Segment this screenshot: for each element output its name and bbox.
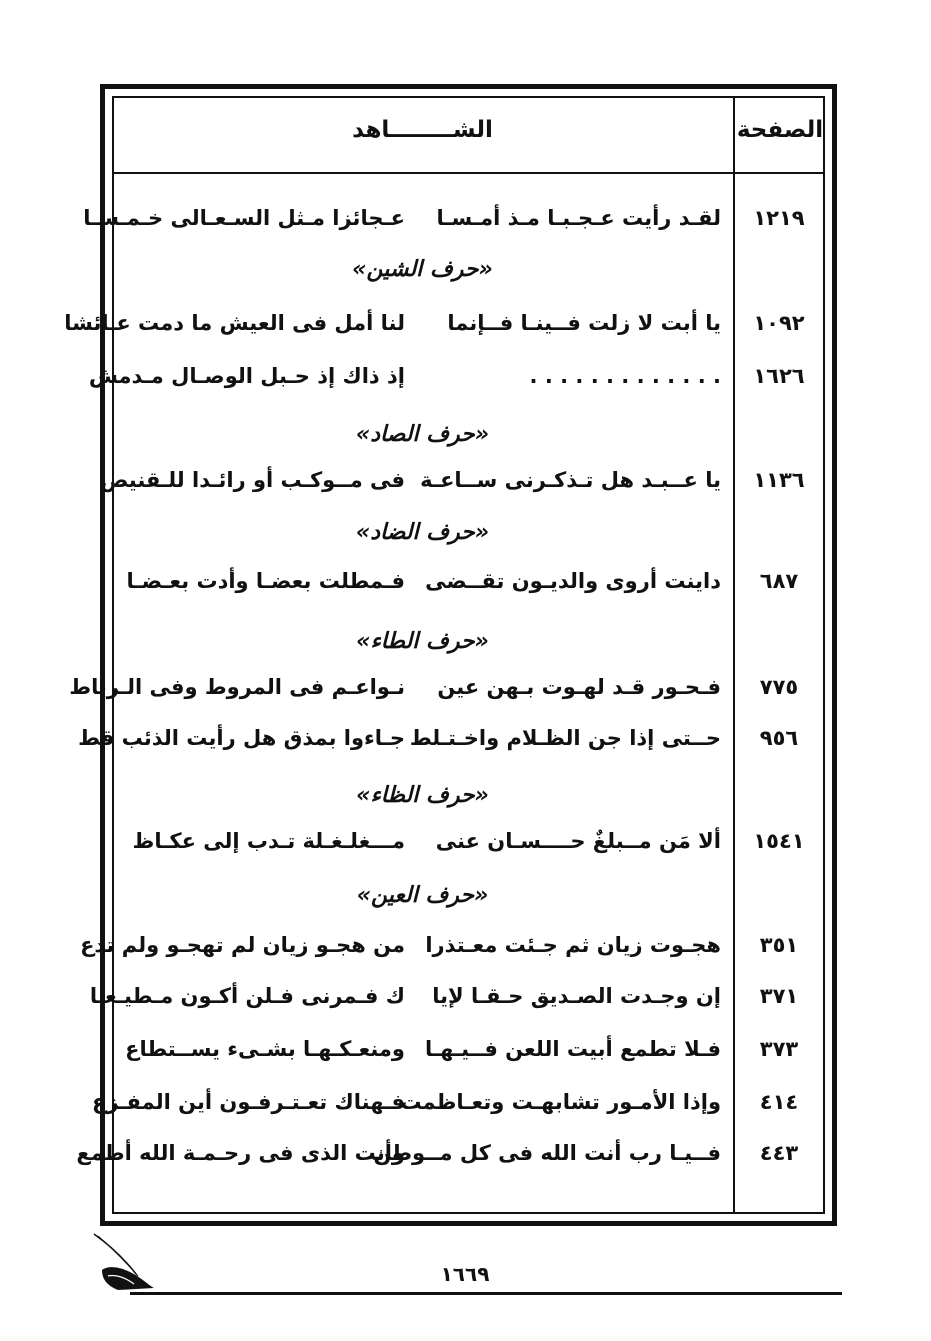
page-ref: ٣٧٣ — [759, 1037, 799, 1061]
verse-row — [0, 1082, 931, 1122]
page-ref: ١٦٢٦ — [753, 364, 805, 388]
page-ref: ٣٧١ — [759, 984, 799, 1008]
second-hemistich: من هجـو زيان لم تهجـو ولم تدع — [80, 933, 405, 957]
first-hemistich: فـلا تطمع أبيت اللعن فــيـهـا — [425, 1037, 721, 1061]
page-ref: ١٢١٩ — [753, 206, 805, 230]
section-heading-saad: «حرف الصاد» — [355, 422, 490, 447]
first-hemistich: وإذا الأمـور تشابهـت وتعـاظمت — [400, 1090, 721, 1114]
section-heading-taa: «حرف الطاء» — [356, 629, 489, 654]
verse-row — [0, 1029, 931, 1069]
verse-row — [0, 561, 931, 601]
section-heading-ain: «حرف العين» — [356, 883, 489, 908]
first-hemistich: فــيـا رب أنت الله فى كل مــوطن — [373, 1141, 721, 1165]
second-hemistich: وأنت الذى فى رحـمـة الله أطمع — [76, 1141, 405, 1165]
first-hemistich: يا عــبـد هل تـذكـرنى ســاعـة — [420, 468, 721, 492]
verse-row — [0, 198, 931, 238]
section-heading-sheen: «حرف الشين» — [352, 257, 493, 282]
first-hemistich: ألا مَن مــبلغٌ حــــسـان عنى — [435, 829, 721, 853]
header-divider — [112, 172, 825, 174]
verse-row — [0, 925, 931, 965]
verse-row — [0, 1133, 931, 1173]
page-ref: ٩٥٦ — [759, 726, 799, 750]
verse-row — [0, 303, 931, 343]
page-ref: ٦٨٧ — [759, 569, 799, 593]
page-ref: ١٠٩٢ — [753, 311, 805, 335]
verse-row — [0, 356, 931, 396]
first-hemistich: داينت أروى والديـون تقــضى — [425, 569, 721, 593]
first-hemistich: . . . . . . . . . . . . . — [529, 364, 721, 388]
section-heading-daad: «حرف الضاد» — [355, 520, 490, 545]
witness-column-header: الشــــــــاهد — [352, 117, 493, 143]
page-ref: ٤١٤ — [759, 1090, 799, 1114]
page-ref: ١١٣٦ — [753, 468, 805, 492]
second-hemistich: عـجائزا مـثل السـعـالى خـمـسـا — [83, 206, 405, 230]
verse-row — [0, 821, 931, 861]
page-ref: ٣٥١ — [759, 933, 799, 957]
verse-row — [0, 460, 931, 500]
quill-ornament-icon — [88, 1230, 158, 1294]
page-ref: ١٥٤١ — [753, 829, 805, 853]
second-hemistich: فـمطلت بعضـا وأدت بعـضـا — [126, 569, 405, 593]
second-hemistich: نـواعـم فى المروط وفى الـرياط — [69, 675, 405, 699]
second-hemistich: ك فـمرنى فـلن أكـون مـطيـعـا — [89, 984, 405, 1008]
second-hemistich: فـهناك تعـتـرفـون أين المفـزع — [91, 1090, 405, 1114]
second-hemistich: فى مــوكـب أو رائـدا للـقنيص — [100, 468, 405, 492]
second-hemistich: لنا أمل فى العيش ما دمت عـائشا — [64, 311, 405, 335]
page-ref: ٤٤٣ — [759, 1141, 799, 1165]
first-hemistich: لقـد رأيت عـجـبـا مـذ أمـسـا — [436, 206, 721, 230]
second-hemistich: مـــغلـغـلة تـدب إلى عكـاظ — [132, 829, 405, 853]
verse-row — [0, 718, 931, 758]
page-ref: ٧٧٥ — [759, 675, 799, 699]
second-hemistich: ومنعـكـهـا بشـىء يســتطاع — [125, 1037, 405, 1061]
first-hemistich: إن وجـدت الصـديق حـقـا لإيا — [432, 984, 721, 1008]
verse-row — [0, 976, 931, 1016]
first-hemistich: فـحـور قـد لهـوت بـهن عين — [437, 675, 721, 699]
first-hemistich: يا أبت لا زلت فــينـا فــإنما — [447, 311, 721, 335]
page-column-header: الصفحة — [736, 117, 824, 143]
first-hemistich: هجـوت زيان ثم جـئت معـتذرا — [425, 933, 721, 957]
section-heading-zaa: «حرف الظاء» — [356, 783, 489, 808]
footer-rule — [130, 1292, 842, 1295]
verse-row — [0, 667, 931, 707]
first-hemistich: حــتى إذا جن الظـلام واخـتـلط — [409, 726, 721, 750]
page-number: ١٦٦٩ — [440, 1262, 490, 1286]
second-hemistich: إذ ذاك إذ حـبل الوصـال مـدمش — [88, 364, 405, 388]
second-hemistich: جـاءوا بمذق هل رأيت الذئب قط — [78, 726, 405, 750]
